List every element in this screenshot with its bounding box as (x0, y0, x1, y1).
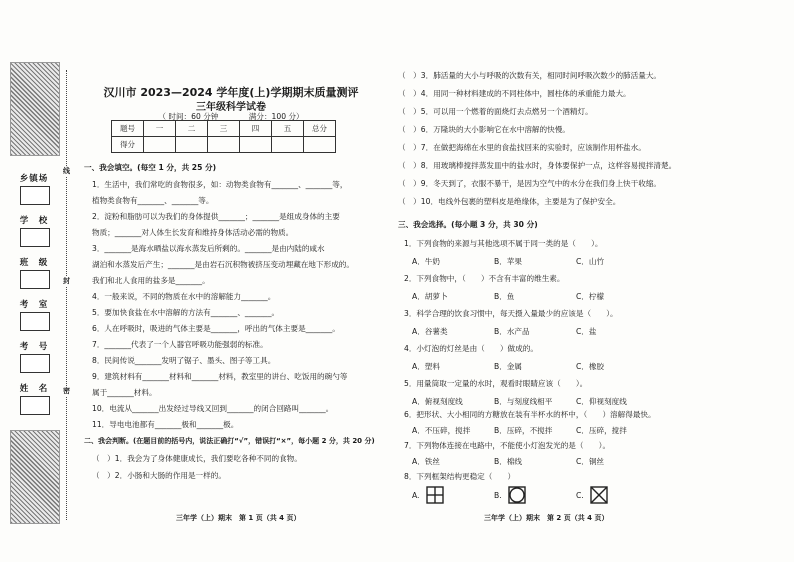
hatch-pattern-top (10, 62, 60, 156)
choice-option-c[interactable]: C．山竹 (576, 257, 605, 266)
choice-option-a[interactable]: A．塑料 (412, 362, 440, 371)
choice-option-a[interactable]: A．俯视刻度线 (412, 397, 463, 406)
fill-question: 2．淀粉和脂肪可以为我们的身体提供_______；_______是组成身体的主要 (92, 212, 340, 221)
choice-option-a[interactable]: A．不压碎，搅拌 (412, 426, 471, 435)
score-cell[interactable] (304, 137, 336, 153)
strip-label-number: 考 号 (19, 342, 49, 352)
choice-option-a[interactable]: A. (412, 491, 420, 500)
choice-option-a[interactable]: A．谷薯类 (412, 327, 448, 336)
choice-option-c[interactable]: C．柠檬 (576, 292, 605, 301)
choice-question: 6．把形状、大小相同的方糖放在装有半杯水的杯中，（ ）溶解得最快。 (404, 410, 656, 419)
fill-question: 植物类食物有_______、_______等。 (92, 196, 214, 205)
score-cell[interactable] (176, 137, 208, 153)
choice-question: 4．小灯泡的灯丝是由（ ）做成的。 (404, 344, 538, 353)
choice-question: 8．下列框架结构更稳定（ ） (404, 472, 516, 481)
seal-word-line: 线 (63, 167, 70, 175)
choice-question: 3．科学合理的饮食习惯中，每天摄入量最少的应该是（ ）。 (404, 309, 618, 318)
score-header-cell: 二 (176, 121, 208, 137)
fill-question: 我们和北人食用的盐多是_______。 (92, 276, 210, 285)
binding-strip (10, 62, 58, 522)
choice-option-c[interactable]: C．盐 (576, 327, 597, 336)
choice-option-b[interactable]: B. (494, 491, 502, 500)
exam-title: 汉川市 2023—2024 学年度(上)学期期末质量测评 (103, 86, 359, 99)
judge-question: （ ）5．可以用一个燃着的面烧灯去点燃另一个酒精灯。 (398, 107, 593, 116)
exam-number-field[interactable] (20, 354, 50, 373)
choice-option-b[interactable]: B．金属 (494, 362, 522, 371)
strip-label-name: 姓 名 (19, 384, 49, 394)
choice-question: 5．用量筒取一定量的水时，观看时眼睛应该（ ）。 (404, 379, 588, 388)
score-cell[interactable] (144, 137, 176, 153)
section-1-heading: 一、我会填空。(每空 1 分，共 25 分) (84, 163, 217, 172)
score-cell[interactable] (208, 137, 240, 153)
choice-option-b[interactable]: B．棉线 (494, 457, 522, 466)
seal-word-secret: 密 (63, 387, 70, 395)
choice-option-c[interactable]: C．铜丝 (576, 457, 605, 466)
fill-question: 8．民间传说_______发明了锯子、墨头、图子等工具。 (92, 356, 276, 365)
exam-meta: （ 时间：60 分钟 满分：100 分） (158, 112, 304, 121)
score-cell[interactable] (240, 137, 272, 153)
choice-option-c[interactable]: C．压碎，搅拌 (576, 426, 627, 435)
exam-subtitle: 三年级科学试卷 (196, 102, 266, 113)
page-footer-1: 三年学（上）期末 第 1 页（共 4 页） (176, 514, 301, 522)
choice-question: 1．下列食物的来源与其他选项不属于同一类的是（ ）。 (404, 239, 603, 248)
judge-question: （ ）8．用玻璃棒搅拌蒸发皿中的盐水时，身体要保护一点，这样容易搅拌清楚。 (398, 161, 677, 170)
name-field[interactable] (20, 396, 50, 415)
score-header-cell: 四 (240, 121, 272, 137)
fill-question: 9．建筑材料有_______材料和_______材料，教室里的讲台、吃饭用的碗勺等 (92, 372, 348, 381)
judge-question: （ ）6．万隆块的大小影响它在水中溶解的快慢。 (398, 125, 570, 134)
strip-label-room: 考 室 (19, 300, 49, 310)
hatch-pattern-bottom (10, 430, 60, 524)
section-2-heading: 二、我会判断。(在题目前的括号内，说法正确打“√”，错误打“×”，每小题 2 分，共 20 分) (84, 437, 375, 445)
choice-option-b[interactable]: B．与刻度线相平 (494, 397, 553, 406)
choice-option-b[interactable]: B．水产品 (494, 327, 530, 336)
fill-question: 湖泊和水蒸发后产生；_______是由岩石沉积物被挤压变动埋藏在地下形成的。 (92, 260, 354, 269)
choice-option-c[interactable]: C．仰视刻度线 (576, 397, 627, 406)
score-header-cell: 总分 (304, 121, 336, 137)
fill-question: 7．_______代表了一个人器官呼吸功能强弱的标准。 (92, 340, 268, 349)
frame-cross-icon (590, 486, 608, 504)
fill-question: 4．一般来说，不同的物质在水中的溶解能力_______。 (92, 292, 276, 301)
judge-question: （ ）1．我会为了身体健康成长，我们要吃各种不同的食物。 (92, 454, 302, 463)
section-3-heading: 三、我会选择。(每小题 3 分，共 30 分) (398, 220, 538, 229)
judge-question: （ ）10．电线外包裹的塑料皮是绝缘体，主要是为了保护安全。 (398, 197, 621, 206)
frame-grid-icon (426, 486, 444, 504)
fill-question: 物质；_______对人体生长发育和维持身体活动必需的物质。 (92, 228, 294, 237)
choice-option-a[interactable]: A．牛奶 (412, 257, 440, 266)
choice-question: 7．下列物体连接在电路中，不能使小灯泡发光的是（ ）。 (404, 441, 611, 450)
class-field[interactable] (20, 270, 50, 289)
choice-option-c[interactable]: C．橡胶 (576, 362, 605, 371)
fill-question: 属于_______材料。 (92, 388, 157, 397)
choice-option-b[interactable]: B．苹果 (494, 257, 522, 266)
strip-label-town: 乡镇场 (19, 174, 49, 184)
seal-word-seal: 封 (63, 277, 70, 285)
judge-question: （ ）3．肺活量的大小与呼吸的次数有关，相同时间呼吸次数少的肺活量大。 (398, 71, 662, 80)
school-field[interactable] (20, 228, 50, 247)
choice-option-b[interactable]: B．鱼 (494, 292, 515, 301)
choice-option-a[interactable]: A．胡萝卜 (412, 292, 448, 301)
fill-question: 6．人在呼吸时，吸进的气体主要是_______，呼出的气体主要是_______。 (92, 324, 340, 333)
judge-question: （ ）9．冬天到了，衣服不暴干，是因为空气中的水分在我们身上快干收缩。 (398, 179, 662, 188)
score-header-cell: 一 (144, 121, 176, 137)
fill-question: 11．导电电池都有_______极和_______极。 (92, 420, 239, 429)
choice-option-a[interactable]: A．铁丝 (412, 457, 440, 466)
fill-question: 3．_______是海水晒盐以海水蒸发后所剩的。_______是由内陆的咸水 (92, 244, 325, 253)
score-row-label: 得分 (112, 137, 144, 153)
strip-label-school: 学 校 (19, 216, 49, 226)
room-field[interactable] (20, 312, 50, 331)
score-header-cell: 题号 (112, 121, 144, 137)
score-table-score-row (112, 137, 336, 153)
page-footer-2: 三年学（上）期末 第 2 页（共 4 页） (484, 514, 609, 522)
score-header-cell: 五 (272, 121, 304, 137)
fill-question: 10．电流从_______出发经过导线又回到_______的闭合回路叫_______。 (92, 404, 334, 413)
judge-question: （ ）7．在做把海绵在水里的食盐找回来的实验时，应该制作用杯盐水。 (398, 143, 646, 152)
score-table-header-row (112, 121, 336, 137)
score-header-cell: 三 (208, 121, 240, 137)
choice-question: 2．下列食物中，（ ）不含有丰富的维生素。 (404, 274, 565, 283)
judge-question: （ ）4．用同一种材料建成的不同柱体中，圆柱体的承重能力最大。 (398, 89, 631, 98)
choice-option-b[interactable]: B．压碎，不搅拌 (494, 426, 553, 435)
score-cell[interactable] (272, 137, 304, 153)
fill-question: 1．生活中，我们常吃的食物很多，如：动物类食物有_______、_______等， (92, 180, 348, 189)
strip-label-class: 班 级 (19, 258, 49, 268)
judge-question: （ ）2．小肠和大肠的作用是一样的。 (92, 471, 226, 480)
frame-circle-icon (508, 486, 526, 504)
fill-question: 5．要加快食盐在水中溶解的方法有_______、_______。 (92, 308, 280, 317)
choice-option-c[interactable]: C. (576, 491, 584, 500)
seal-line (66, 70, 67, 520)
town-field[interactable] (20, 186, 50, 205)
score-table (111, 120, 336, 153)
